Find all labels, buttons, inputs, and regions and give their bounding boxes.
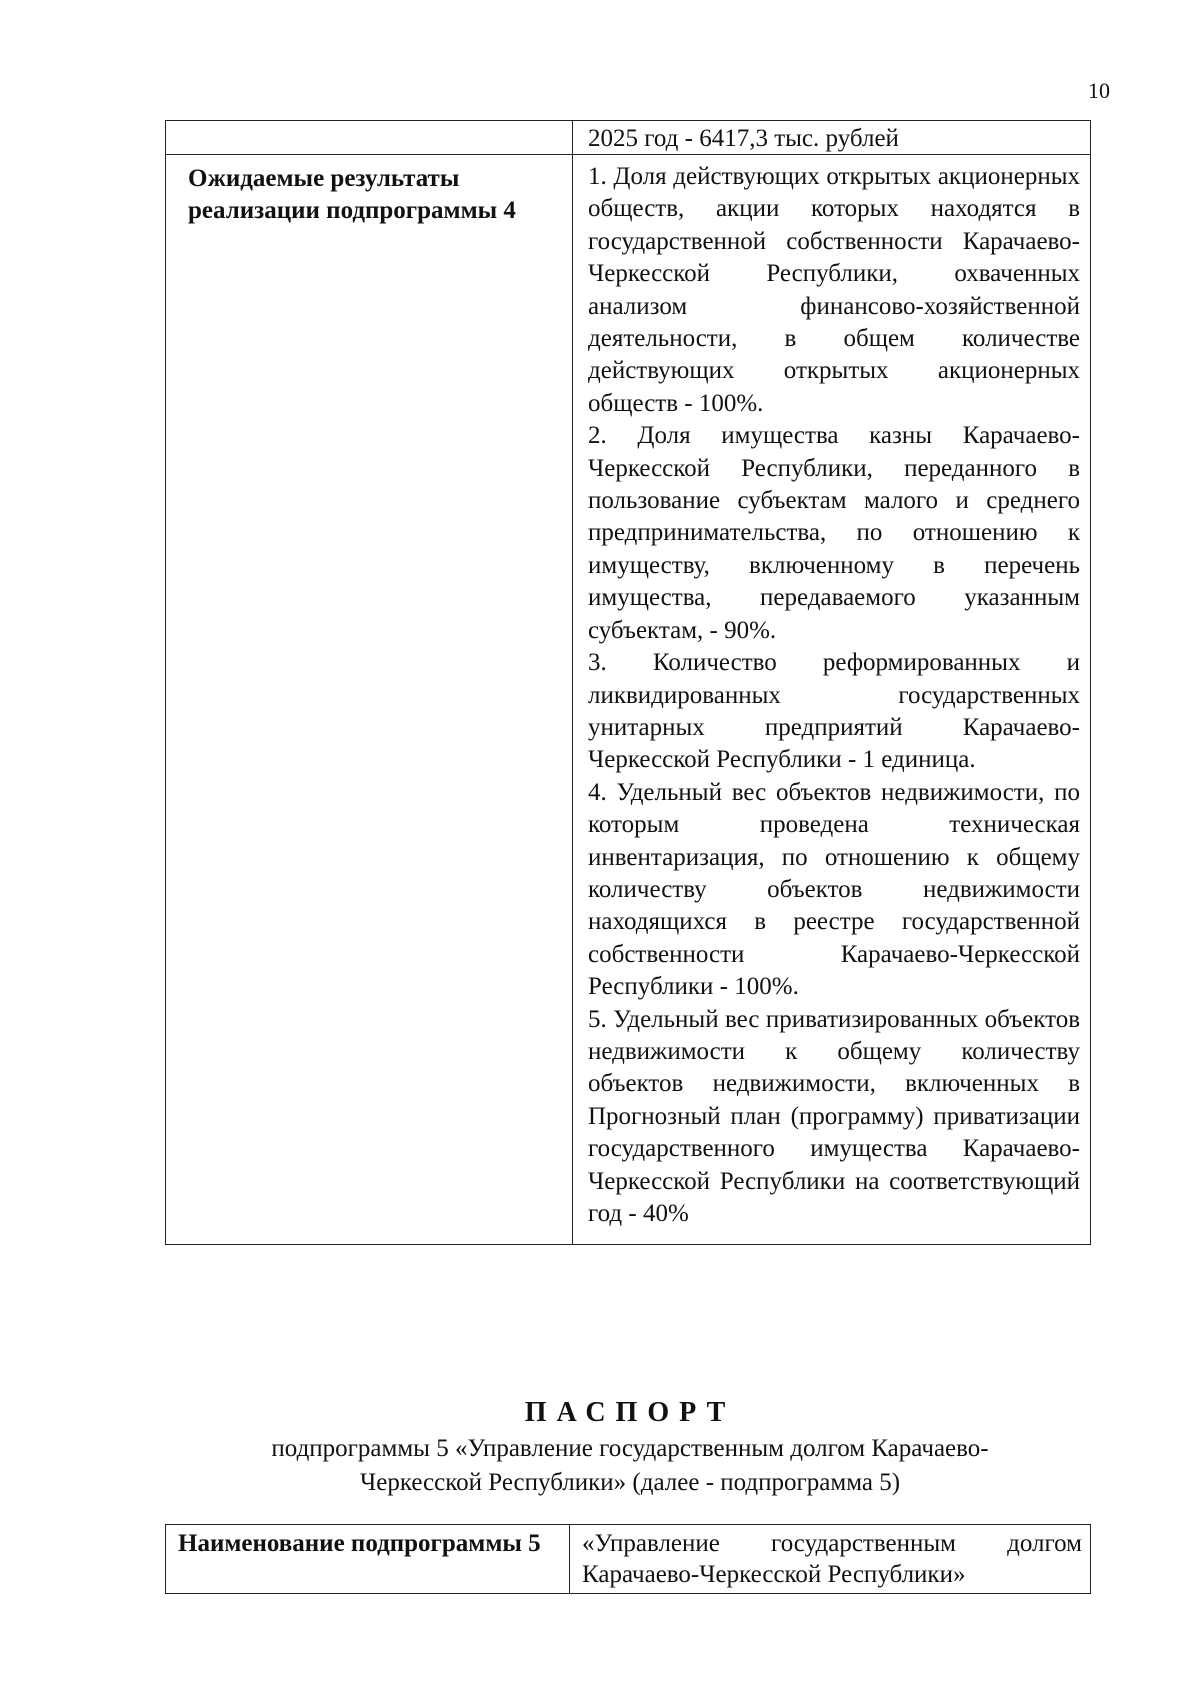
subprogram-name-label: Наименование подпрограммы 5	[166, 1525, 570, 1594]
table-row	[166, 121, 1091, 155]
funding-2025-value: 2025 год - 6417,3 тыс. рублей	[573, 121, 1091, 155]
expected-results-label: Ожидаемые результаты реализации подпрограммы 4	[166, 155, 573, 1245]
page-number: 10	[1088, 78, 1110, 103]
subprogram-4-passport-table	[165, 120, 1091, 1245]
expected-results-list	[573, 155, 1091, 1245]
passport-subtitle: подпрограммы 5 «Управление государственным долгом Карачаево-Черкесской Республики» (далее - подпрограмма 5)	[271, 1435, 989, 1496]
table-row	[166, 1525, 1091, 1594]
result-item-3: 3. Количество реформированных и ликвидированных государственных унитарных предприятий Карачаево-Черкесской Республики - 1 единица.	[588, 649, 1080, 774]
result-item-1: 1. Доля действующих открытых акционерных обществ, акции которых находятся в государственной собственности Карачаево-Черкесской Республики, охваченных анализом финансово-хозяйственной деятельности, в общем количестве действующих открытых акционерных обществ - 100%.	[588, 163, 1080, 417]
table-row	[166, 155, 1091, 1245]
subprogram-5-passport-table	[165, 1524, 1091, 1594]
result-item-5: 5. Удельный вес приватизированных объектов недвижимости к общему количеству объектов недвижимости, включенных в Прогнозный план (программу) приватизации государственного имущества Карачаево-Черкесской Республики на соответствующий год - 40%	[588, 1005, 1080, 1227]
result-item-4: 4. Удельный вес объектов недвижимости, по которым проведена техническая инвентаризация, по отношению к общему количеству объектов недвижимости находящихся в реестре государственной собственности Карачаево-Черкесской Республики - 100%.	[588, 778, 1080, 1001]
empty-label-cell	[166, 121, 573, 155]
passport-title: ПАСПОРТ	[524, 1397, 736, 1428]
result-item-2: 2. Доля имущества казны Карачаево-Черкесской Республики, переданного в пользование субъектам малого и среднего предпринимательства, по отношению к имуществу, включенному в перечень имущества, передаваемого указанным субъектам, - 90%.	[588, 422, 1080, 644]
subprogram-name-value: «Управление государственным долгом Карачаево-Черкесской Республики»	[570, 1525, 1091, 1594]
